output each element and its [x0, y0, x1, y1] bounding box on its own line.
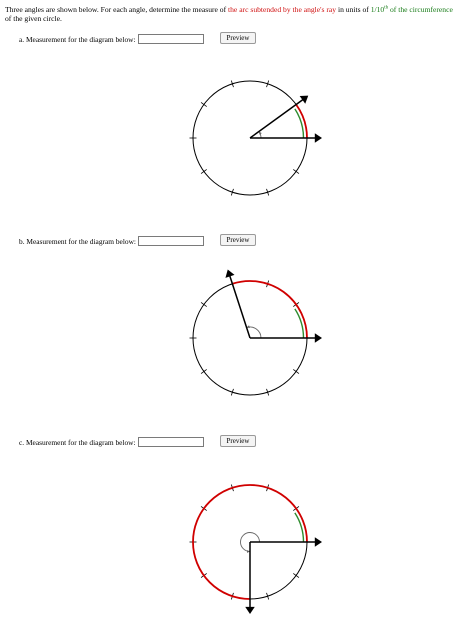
terminal-ray-arrowhead: [300, 96, 309, 104]
question-b: [19, 234, 250, 248]
tick-mark: [201, 102, 207, 106]
answer-b-input[interactable]: [138, 236, 204, 246]
tick-mark: [293, 169, 299, 173]
intro-arc-phrase: the arc subtended by the angle's ray: [228, 5, 337, 14]
question-c: [19, 435, 250, 449]
intro-unit-superscript: th: [384, 5, 389, 11]
tick-mark: [293, 573, 299, 577]
question-b-label: b. Measurement for the diagram below:: [19, 236, 136, 246]
intro-text-2: in units of: [336, 5, 371, 14]
intro-text-3: of the given circle.: [5, 14, 62, 23]
initial-ray-arrowhead: [315, 333, 322, 343]
terminal-ray: [250, 99, 303, 138]
preview-c-button[interactable]: Preview: [220, 435, 256, 447]
intro-unit: [371, 5, 453, 14]
angle-diagram-b: [170, 258, 330, 418]
terminal-ray: [230, 275, 250, 338]
terminal-ray-arrowhead: [245, 607, 255, 614]
tick-mark: [293, 369, 299, 373]
question-a: [19, 32, 250, 46]
question-c-label: c. Measurement for the diagram below:: [19, 437, 136, 447]
angle-diagram-a: [170, 58, 330, 218]
answer-c-input[interactable]: [138, 437, 204, 447]
tick-mark: [201, 169, 207, 173]
angle-diagram-c: [170, 462, 330, 622]
instructions: [5, 5, 455, 23]
tick-mark: [201, 369, 207, 373]
tick-mark: [201, 302, 207, 306]
initial-ray-arrowhead: [315, 133, 322, 143]
answer-a-input[interactable]: [138, 34, 204, 44]
intro-text-1: Three angles are shown below. For each angle, determine the measure of: [5, 5, 229, 14]
initial-ray-arrowhead: [315, 537, 322, 547]
intro-unit-fraction: 1/10: [370, 5, 385, 14]
preview-b-button[interactable]: Preview: [220, 234, 256, 246]
intro-unit-tail: of the circumference: [388, 5, 453, 14]
preview-a-button[interactable]: Preview: [220, 32, 256, 44]
question-a-label: a. Measurement for the diagram below:: [19, 34, 136, 44]
